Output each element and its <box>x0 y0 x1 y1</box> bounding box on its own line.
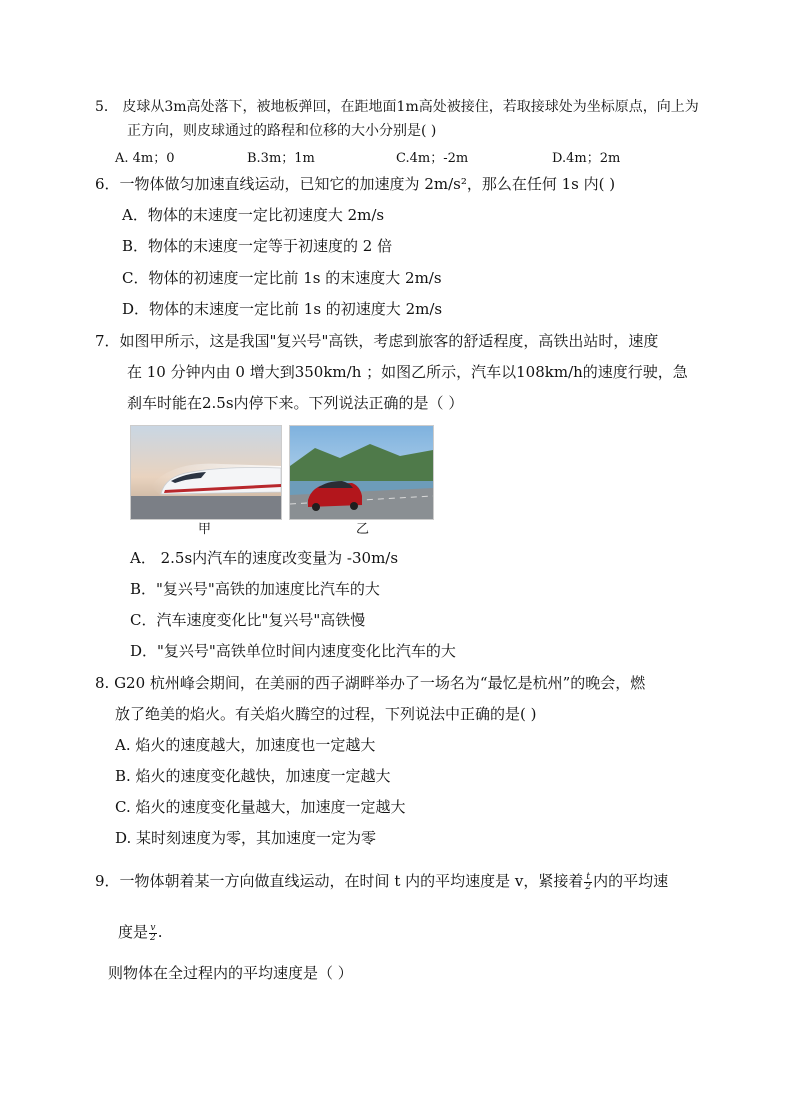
car-image <box>289 425 434 520</box>
q7-option-d: D．"复兴号"高铁单位时间内速度变化比汽车的大 <box>130 642 456 660</box>
q6-option-b: B．物体的末速度一定等于初速度的 2 倍 <box>122 237 393 255</box>
caption-car: 乙 <box>356 522 370 537</box>
fraction-numerator: v <box>150 922 156 933</box>
fraction-denominator: 2 <box>585 881 592 892</box>
q6-stem: 6．一物体做匀加速直线运动，已知它的加速度为 2m/s²，那么在任何 1s 内( ) <box>95 175 616 193</box>
q7-option-c: C．汽车速度变化比"复兴号"高铁慢 <box>130 611 366 629</box>
q9-stem-text-b: 内的平均速 <box>593 872 669 890</box>
q6-option-d: D．物体的末速度一定比前 1s 的初速度大 2m/s <box>122 300 443 318</box>
q8-stem-line1: 8. G20 杭州峰会期间，在美丽的西子湖畔举办了一场名为“最忆是杭州”的晚会，燃 <box>95 674 646 692</box>
q5-option-b: B.3m；1m <box>247 151 315 166</box>
q9-stem-line1 <box>95 871 668 892</box>
q5-stem-line2: 正方向，则皮球通过的路程和位移的大小分别是( ) <box>127 123 437 139</box>
q7-option-a: A． 2.5s内汽车的速度改变量为 -30m/s <box>130 549 399 567</box>
q9-stem-text-a: 9．一物体朝着某一方向做直线运动，在时间 t 内的平均速度是 v，紧接着 <box>95 872 584 890</box>
q8-option-d: D. 某时刻速度为零，其加速度一定为零 <box>115 829 377 847</box>
q8-option-b: B. 焰火的速度变化越快，加速度一定越大 <box>115 767 391 785</box>
fraction-t-over-2 <box>584 873 592 892</box>
q7-stem-line3: 刹车时能在2.5s内停下来。下列说法正确的是（ ） <box>127 394 464 412</box>
fraction-numerator: t <box>584 873 592 883</box>
q7-stem-line1: 7．如图甲所示，这是我国"复兴号"高铁，考虑到旅客的舒适程度，高铁出站时，速度 <box>95 332 659 350</box>
q5-option-c: C.4m；-2m <box>396 151 469 166</box>
q7-stem-line2: 在 10 分钟内由 0 增大到350km/h ；如图乙所示，汽车以108km/h的速度行驶，急 <box>127 363 688 381</box>
caption-train: 甲 <box>198 522 212 537</box>
q9-stem-text-d: . <box>157 923 163 941</box>
q7-option-b: B．"复兴号"高铁的加速度比汽车的大 <box>130 580 380 598</box>
q6-option-a: A．物体的末速度一定比初速度大 2m/s <box>122 206 385 224</box>
q9-stem-line2 <box>118 922 163 943</box>
q9-stem-line3: 则物体在全过程内的平均速度是（ ） <box>108 964 353 982</box>
train-image <box>130 425 282 520</box>
fraction-denominator: 2 <box>150 932 156 943</box>
fraction-v-over-2 <box>149 924 157 943</box>
q8-option-a: A. 焰火的速度越大，加速度也一定越大 <box>115 736 376 754</box>
q8-stem-line2: 放了绝美的焰火。有关焰火腾空的过程，下列说法中正确的是( ) <box>115 705 537 723</box>
q8-option-c: C. 焰火的速度变化量越大，加速度一定越大 <box>115 798 406 816</box>
q5-stem-line1: 5． 皮球从3m高处落下，被地板弹回，在距地面1m高处被接住，若取接球处为坐标原点，向上为 <box>95 99 699 115</box>
q5-option-d: D.4m；2m <box>552 151 621 166</box>
q5-option-a: A. 4m；0 <box>115 151 175 166</box>
q6-option-c: C．物体的初速度一定比前 1s 的末速度大 2m/s <box>122 269 442 287</box>
q9-stem-text-c: 度是 <box>118 923 149 941</box>
